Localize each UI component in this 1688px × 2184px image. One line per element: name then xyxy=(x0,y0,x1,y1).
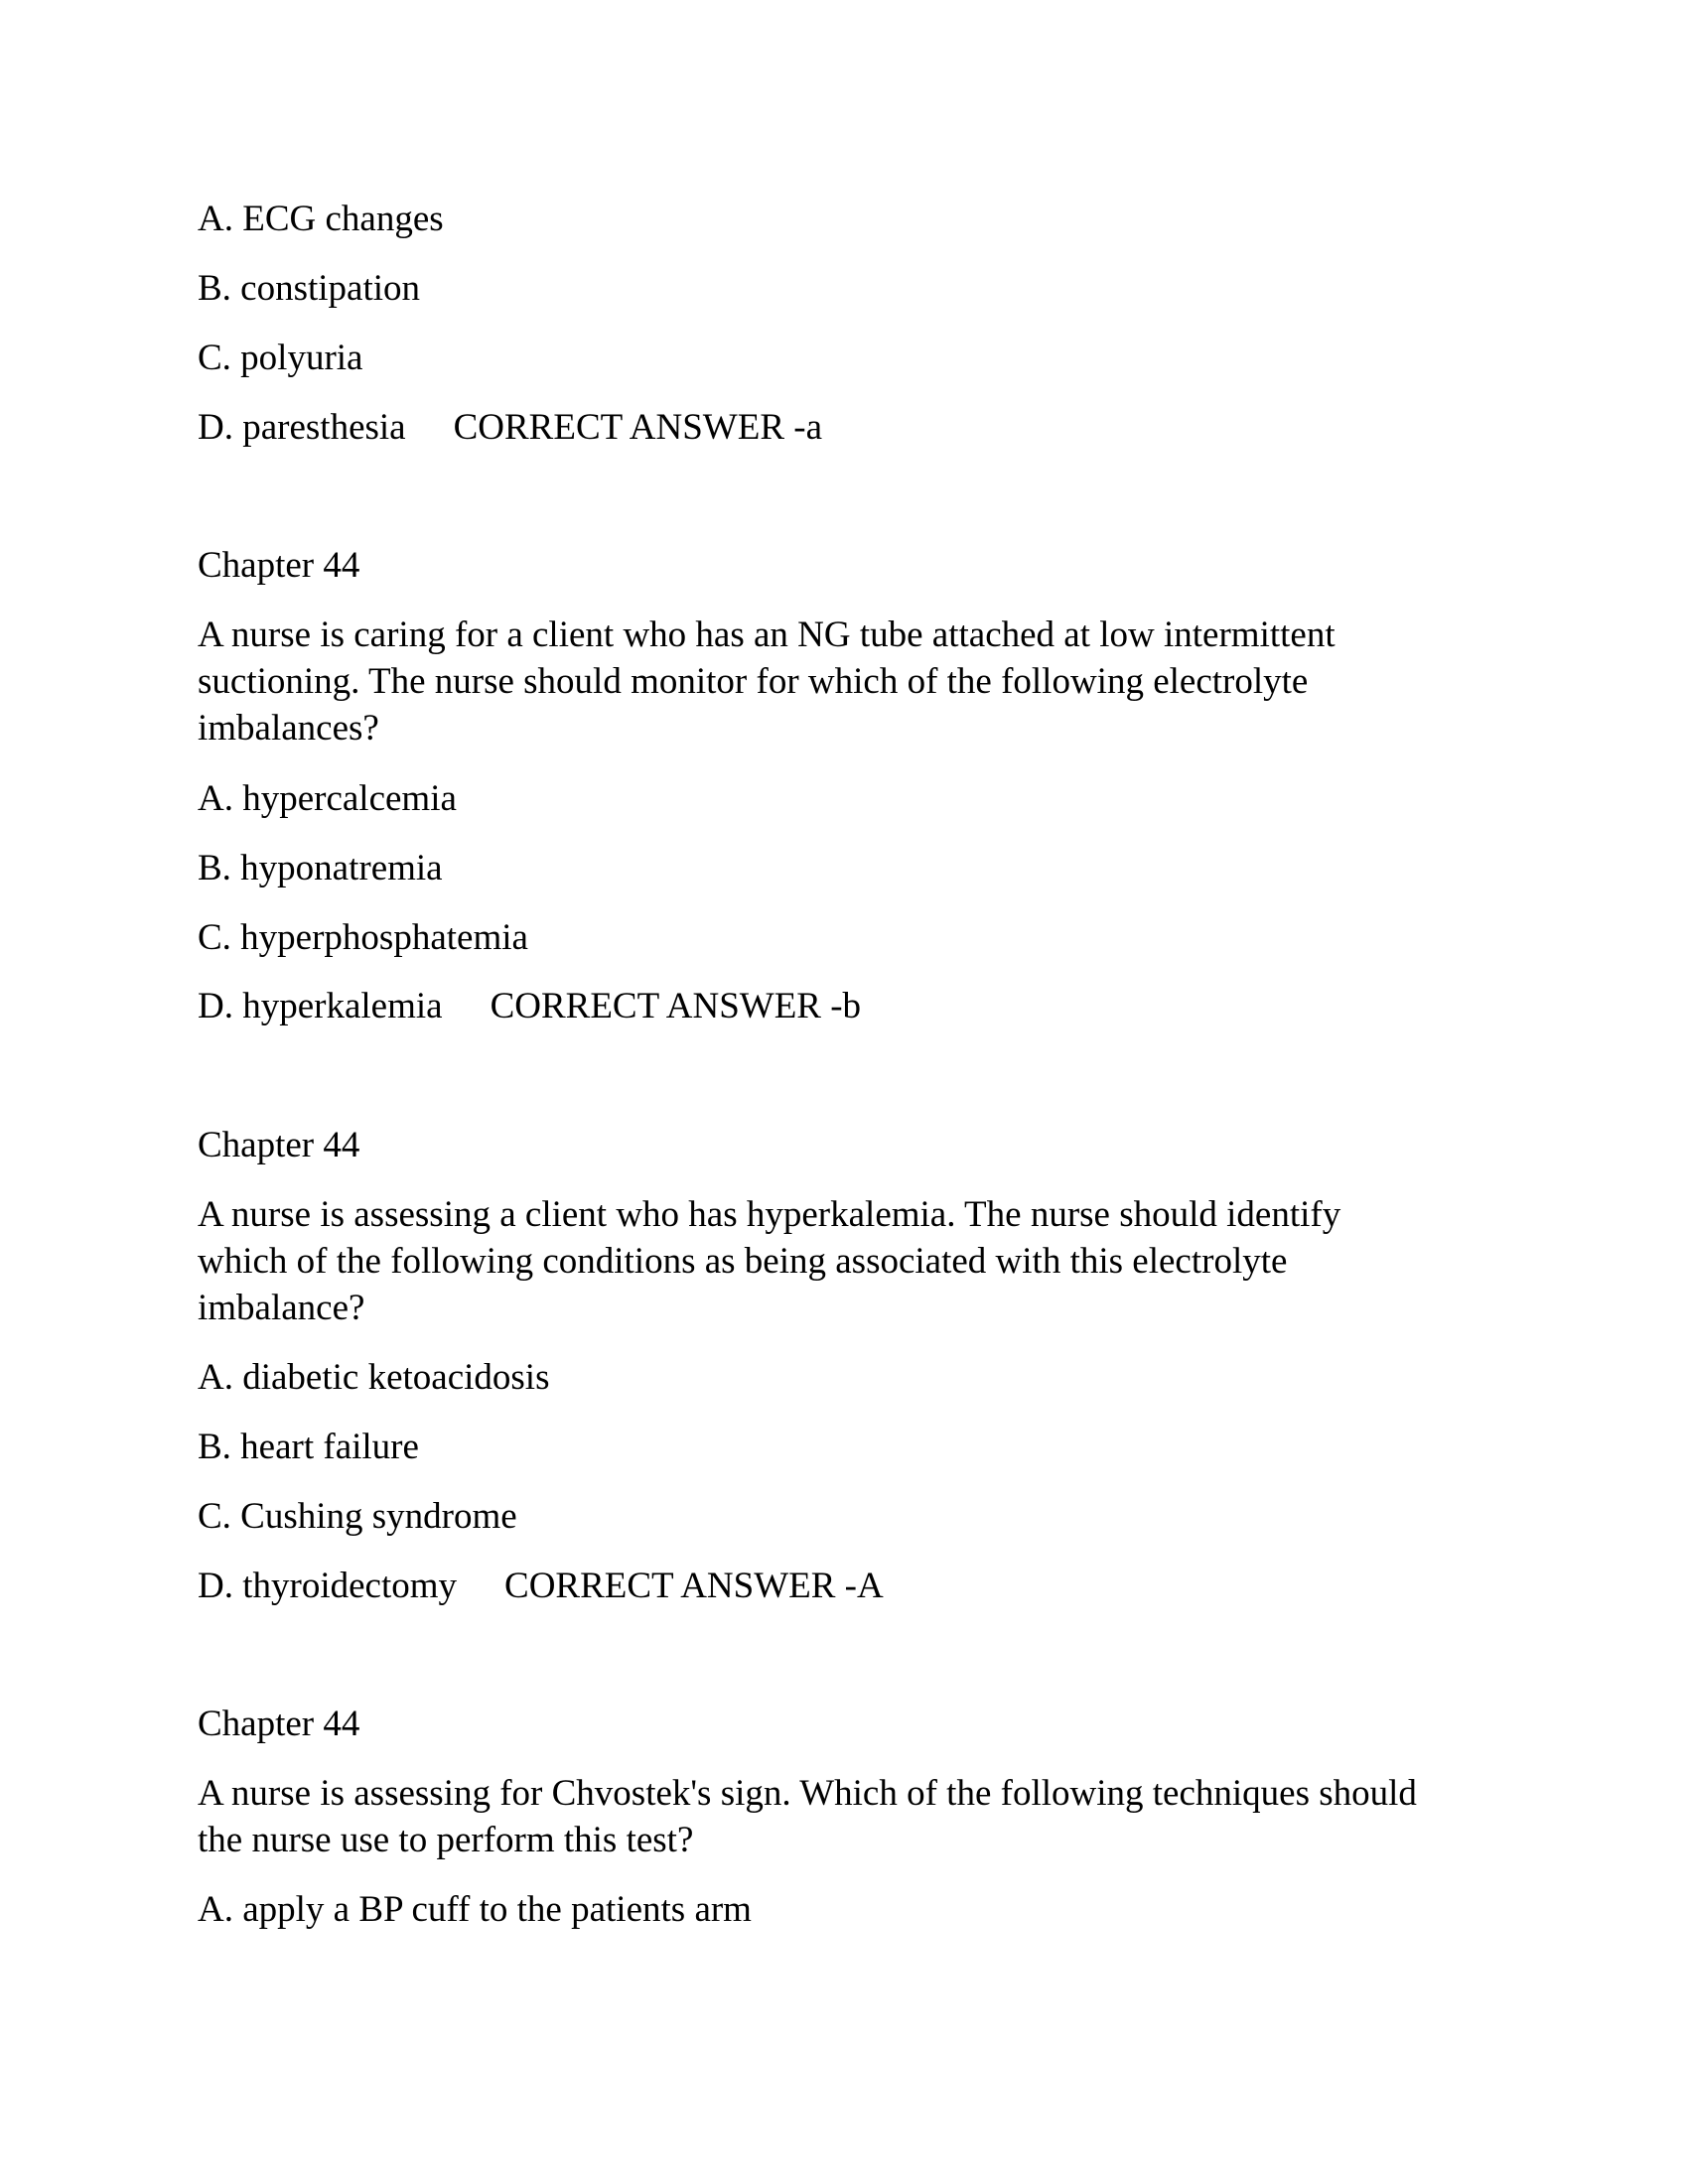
option-a: A. apply a BP cuff to the patients arm xyxy=(198,1889,752,1930)
question-line: A nurse is caring for a client who has an NG tube attached at low intermittent xyxy=(198,614,1336,655)
option-d: D. paresthesia xyxy=(198,407,406,448)
correct-answer: CORRECT ANSWER -b xyxy=(490,986,862,1026)
option-a: A. hypercalcemia xyxy=(198,778,457,819)
question-line: imbalance? xyxy=(198,1288,365,1328)
option-d-row xyxy=(198,1563,884,1610)
correct-answer: CORRECT ANSWER -a xyxy=(453,407,822,448)
option-b: B. hyponatremia xyxy=(198,848,443,888)
option-b: B. heart failure xyxy=(198,1427,419,1467)
question-line: imbalances? xyxy=(198,708,379,749)
option-d-row xyxy=(198,983,861,1030)
option-c: C. Cushing syndrome xyxy=(198,1496,517,1537)
chapter-heading: Chapter 44 xyxy=(198,1704,360,1744)
correct-answer: CORRECT ANSWER -A xyxy=(504,1566,884,1606)
option-a: A. ECG changes xyxy=(198,199,444,239)
question-line: the nurse use to perform this test? xyxy=(198,1820,694,1860)
question-line: A nurse is assessing for Chvostek's sign. Which of the following techniques should xyxy=(198,1773,1417,1814)
option-a: A. diabetic ketoacidosis xyxy=(198,1357,550,1398)
question-line: which of the following conditions as being associated with this electrolyte xyxy=(198,1241,1288,1282)
question-line: A nurse is assessing a client who has hyperkalemia. The nurse should identify xyxy=(198,1194,1341,1235)
option-d: D. hyperkalemia xyxy=(198,986,443,1026)
option-d: D. thyroidectomy xyxy=(198,1566,458,1606)
option-d-row xyxy=(198,404,822,452)
option-c: C. hyperphosphatemia xyxy=(198,917,528,958)
option-b: B. constipation xyxy=(198,268,421,309)
chapter-heading: Chapter 44 xyxy=(198,1125,360,1165)
question-line: suctioning. The nurse should monitor for which of the following electrolyte xyxy=(198,661,1309,702)
option-c: C. polyuria xyxy=(198,338,363,378)
chapter-heading: Chapter 44 xyxy=(198,545,360,586)
